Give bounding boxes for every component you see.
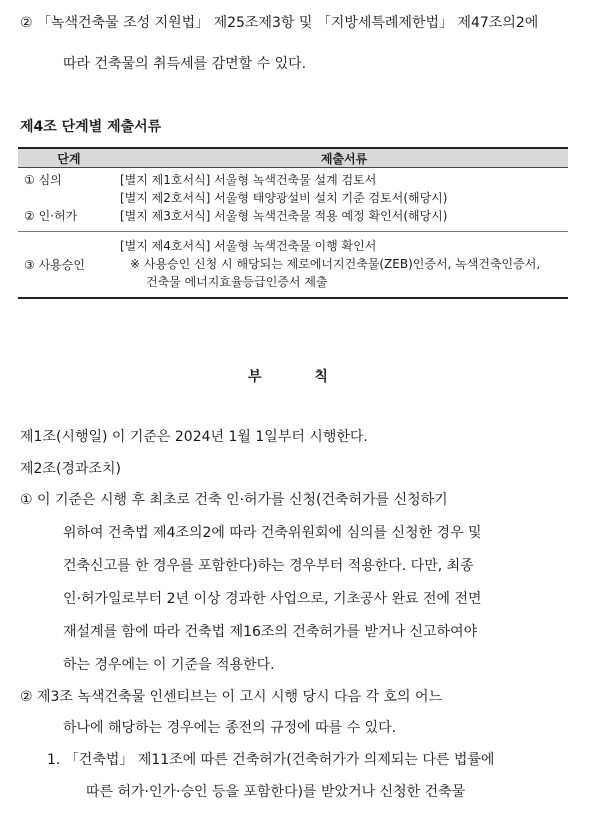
document-item: [별지 제3호서식] 서울형 녹색건축물 적용 예정 확인서(해당시) xyxy=(120,209,448,223)
document-note: 건축물 에너지효율등급인증서 제출 xyxy=(146,275,328,289)
stage-label: ② 인·허가 xyxy=(24,209,78,223)
list-item: 따른 허가·인가·승인 등을 포함한다)를 받았거나 신청한 건축물 xyxy=(86,784,466,800)
stage-label: ① 심의 xyxy=(24,173,62,187)
document-item: [별지 제4호서식] 서울형 녹색건축물 이행 확인서 xyxy=(120,239,377,253)
paragraph-line: ② 제3조 녹색건축물 인센티브는 이 고시 시행 당시 다음 각 호의 어느 xyxy=(20,689,443,705)
document-item: [별지 제2호서식] 서울형 태양광설비 설치 기준 검토서(해당시) xyxy=(120,191,448,205)
table-row xyxy=(18,207,568,232)
paragraph-line: 따라 건축물의 취득세를 감면할 수 있다. xyxy=(63,56,307,72)
paragraph-line: 인·허가일로부터 2년 이상 경과한 사업으로, 기초공사 완료 전에 전면 xyxy=(63,591,482,607)
list-item: 1. 「건축법」 제11조에 따른 건축허가(건축허가가 의제되는 다른 법률에 xyxy=(47,752,495,768)
article-1: 제1조(시행일) 이 기준은 2024년 1월 1일부터 시행한다. xyxy=(20,429,368,445)
document-note: ※ 사용승인 신청 시 해당되는 제로에너지건축물(ZEB)인증서, 녹색건축인증서, xyxy=(130,257,541,271)
table-row xyxy=(18,232,568,299)
paragraph-line: ① 이 기준은 시행 후 최초로 건축 인·허가를 신청(건축허가를 신청하기 xyxy=(20,492,448,508)
submission-documents-table xyxy=(18,147,568,299)
table-header-documents: 제출서류 xyxy=(120,148,568,168)
paragraph-line: 하나에 해당하는 경우에는 종전의 규정에 따를 수 있다. xyxy=(63,720,397,736)
stage-label: ③ 사용승인 xyxy=(24,257,85,272)
paragraph-line: 재설계를 함에 따라 건축법 제16조의 건축허가를 받거나 신고하여야 xyxy=(63,624,478,640)
table-row xyxy=(18,168,568,208)
paragraph-line: ② 「녹색건축물 조성 지원법」 제25조제3항 및 「지방세특례제한법」 제47조의2에 xyxy=(20,15,539,31)
paragraph-line: 위하여 건축법 제4조의2에 따라 건축위원회에 심의를 신청한 경우 및 xyxy=(63,525,482,541)
supplementary-heading: 부 칙 xyxy=(248,369,352,385)
paragraph-line: 건축신고를 한 경우를 포함한다)하는 경우부터 적용한다. 다만, 최종 xyxy=(63,558,474,574)
article-2-title: 제2조(경과조치) xyxy=(20,461,121,477)
table-header-stage: 단계 xyxy=(18,148,120,168)
paragraph-line: 하는 경우에는 이 기준을 적용한다. xyxy=(63,657,275,673)
article-heading: 제4조 단계별 제출서류 xyxy=(20,119,162,135)
document-item: [별지 제1호서식] 서울형 녹색건축물 설계 검토서 xyxy=(120,173,377,187)
